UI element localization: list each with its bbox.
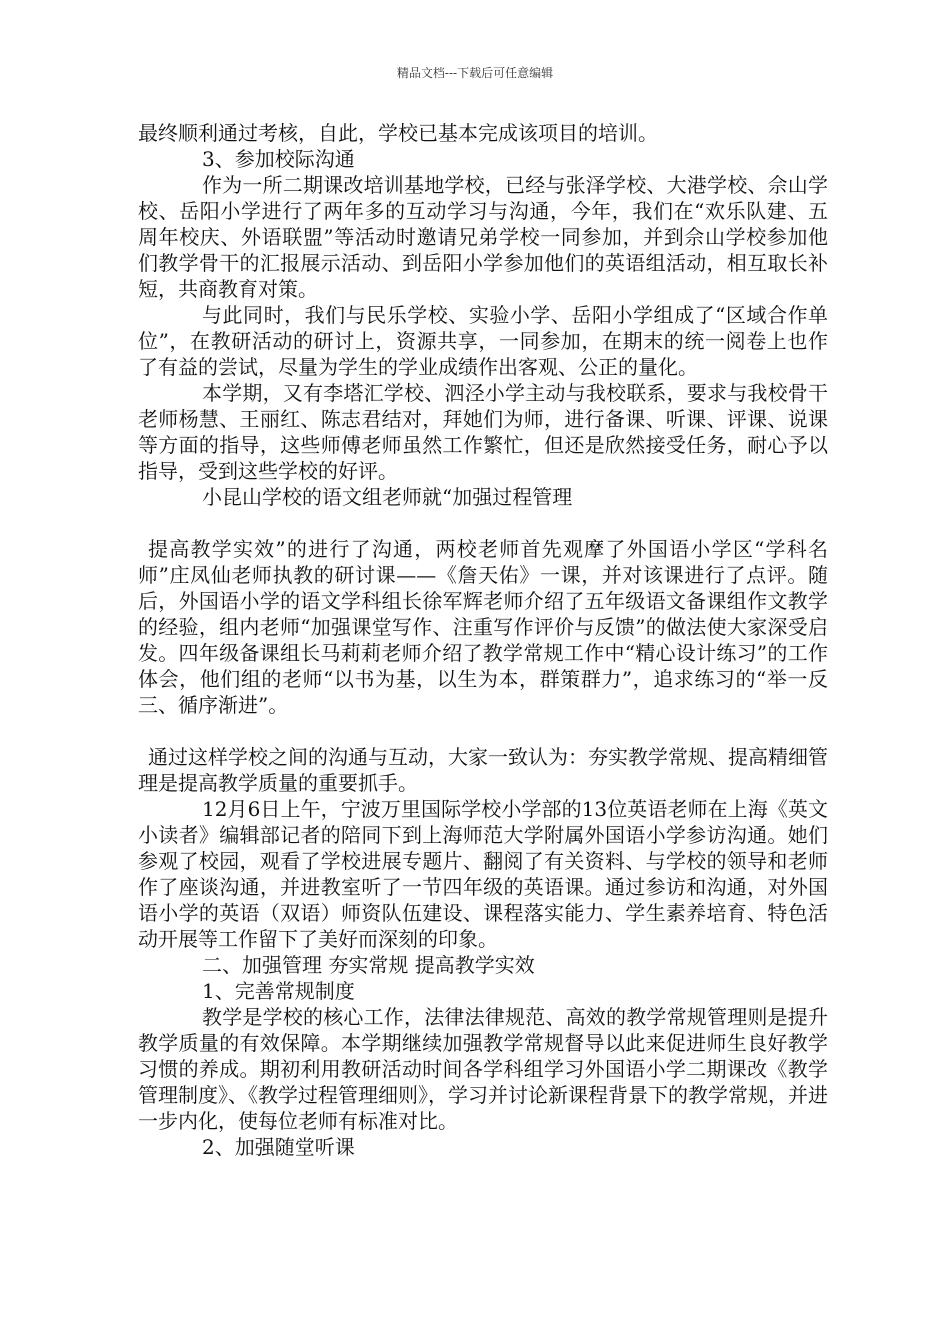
section-heading-2: 二、加强管理 夯实常规 提高教学实效 [202, 953, 535, 977]
paragraph-5: 小昆山学校的语文组老师就“加强过程管理 [202, 485, 573, 509]
spacer [138, 510, 828, 536]
paragraph-8: 12月6日上午，宁波万里国际学校小学部的13位英语老师在上海《英文小读者》编辑部记者的陪同下到上海师范大学附属外国语小学参访沟通。她们参观了校园，观看了学校进展专题片、翻阅了有关资料、与学校的领导和老师作了座谈沟通，并进教室听了一节四年级的英语课。通过参访和沟通，对外国语小学的英语（双语）师资队伍建设、课程落实能力、学生素养培育、特色活动开展等工作留下了美好而深刻的印象。 [138, 797, 828, 951]
paragraph-9: 教学是学校的核心工作，法律法律规范、高效的教学常规管理则是提升教学质量的有效保障。本学期继续加强教学常规督导以此来促进师生良好教学习惯的养成。期初利用教研活动时间各学科组学习外国语小学二期课改《教学管理制度》、《教学过程管理细则》，学习并讨论新课程背景下的教学常规，并进一步内化，使每位老师有标准对比。 [138, 1005, 828, 1133]
spacer [138, 718, 828, 744]
paragraph-1: 最终顺利通过考核，自此，学校已基本完成该项目的培训。 [138, 121, 658, 145]
paragraph-2: 作为一所二期课改培训基地学校，已经与张泽学校、大港学校、佘山学校、岳阳小学进行了两年多的互动学习与沟通，今年，我们在“欢乐队建、五周年校庆、外语联盟”等活动时邀请兄弟学校一同参加，并到佘山学校参加他们教学骨干的汇报展示活动、到岳阳小学参加他们的英语组活动，相互取长补短，共商教育对策。 [138, 173, 828, 301]
paragraph-3: 与此同时，我们与民乐学校、实验小学、岳阳小学组成了“区域合作单位”，在教研活动的研讨上，资源共享，一同参加，在期末的统一阅卷上也作了有益的尝试，尽量为学生的学业成绩作出客观、公正的量化。 [138, 303, 828, 379]
paragraph-7: 通过这样学校之间的沟通与互动，大家一致认为：夯实教学常规、提高精细管理是提高教学质量的重要抓手。 [138, 745, 828, 795]
document-body [138, 120, 828, 1160]
paragraph-6: 提高教学实效”的进行了沟通，两校老师首先观摩了外国语小学区“学科名师”庄凤仙老师执教的研讨课——《詹天佑》一课，并对该课进行了点评。随后，外国语小学的语文学科组长徐军辉老师介绍了五年级语文备课组作文教学的经验，组内老师“加强课堂写作、注重写作评价与反馈”的做法使大家深受启发。四年级备课组长马莉莉老师介绍了教学常规工作中“精心设计练习”的工作体会，他们组的老师“以书为基，以生为本，群策群力”，追求练习的“举一反三、循序渐进”。 [138, 537, 828, 717]
subsection-heading-2: 2、加强随堂听课 [202, 1135, 355, 1159]
section-heading-3: 3、参加校际沟通 [202, 147, 355, 171]
page-header: 精品文档---下载后可任意编辑 [396, 66, 554, 80]
paragraph-4: 本学期，又有李塔汇学校、泗泾小学主动与我校联系，要求与我校骨干老师杨慧、王丽红、陈志君结对，拜她们为师，进行备课、听课、评课、说课等方面的指导，这些师傅老师虽然工作繁忙，但还是欣然接受任务，耐心予以指导，受到这些学校的好评。 [138, 381, 828, 483]
subsection-heading-1: 1、完善常规制度 [202, 979, 355, 1003]
